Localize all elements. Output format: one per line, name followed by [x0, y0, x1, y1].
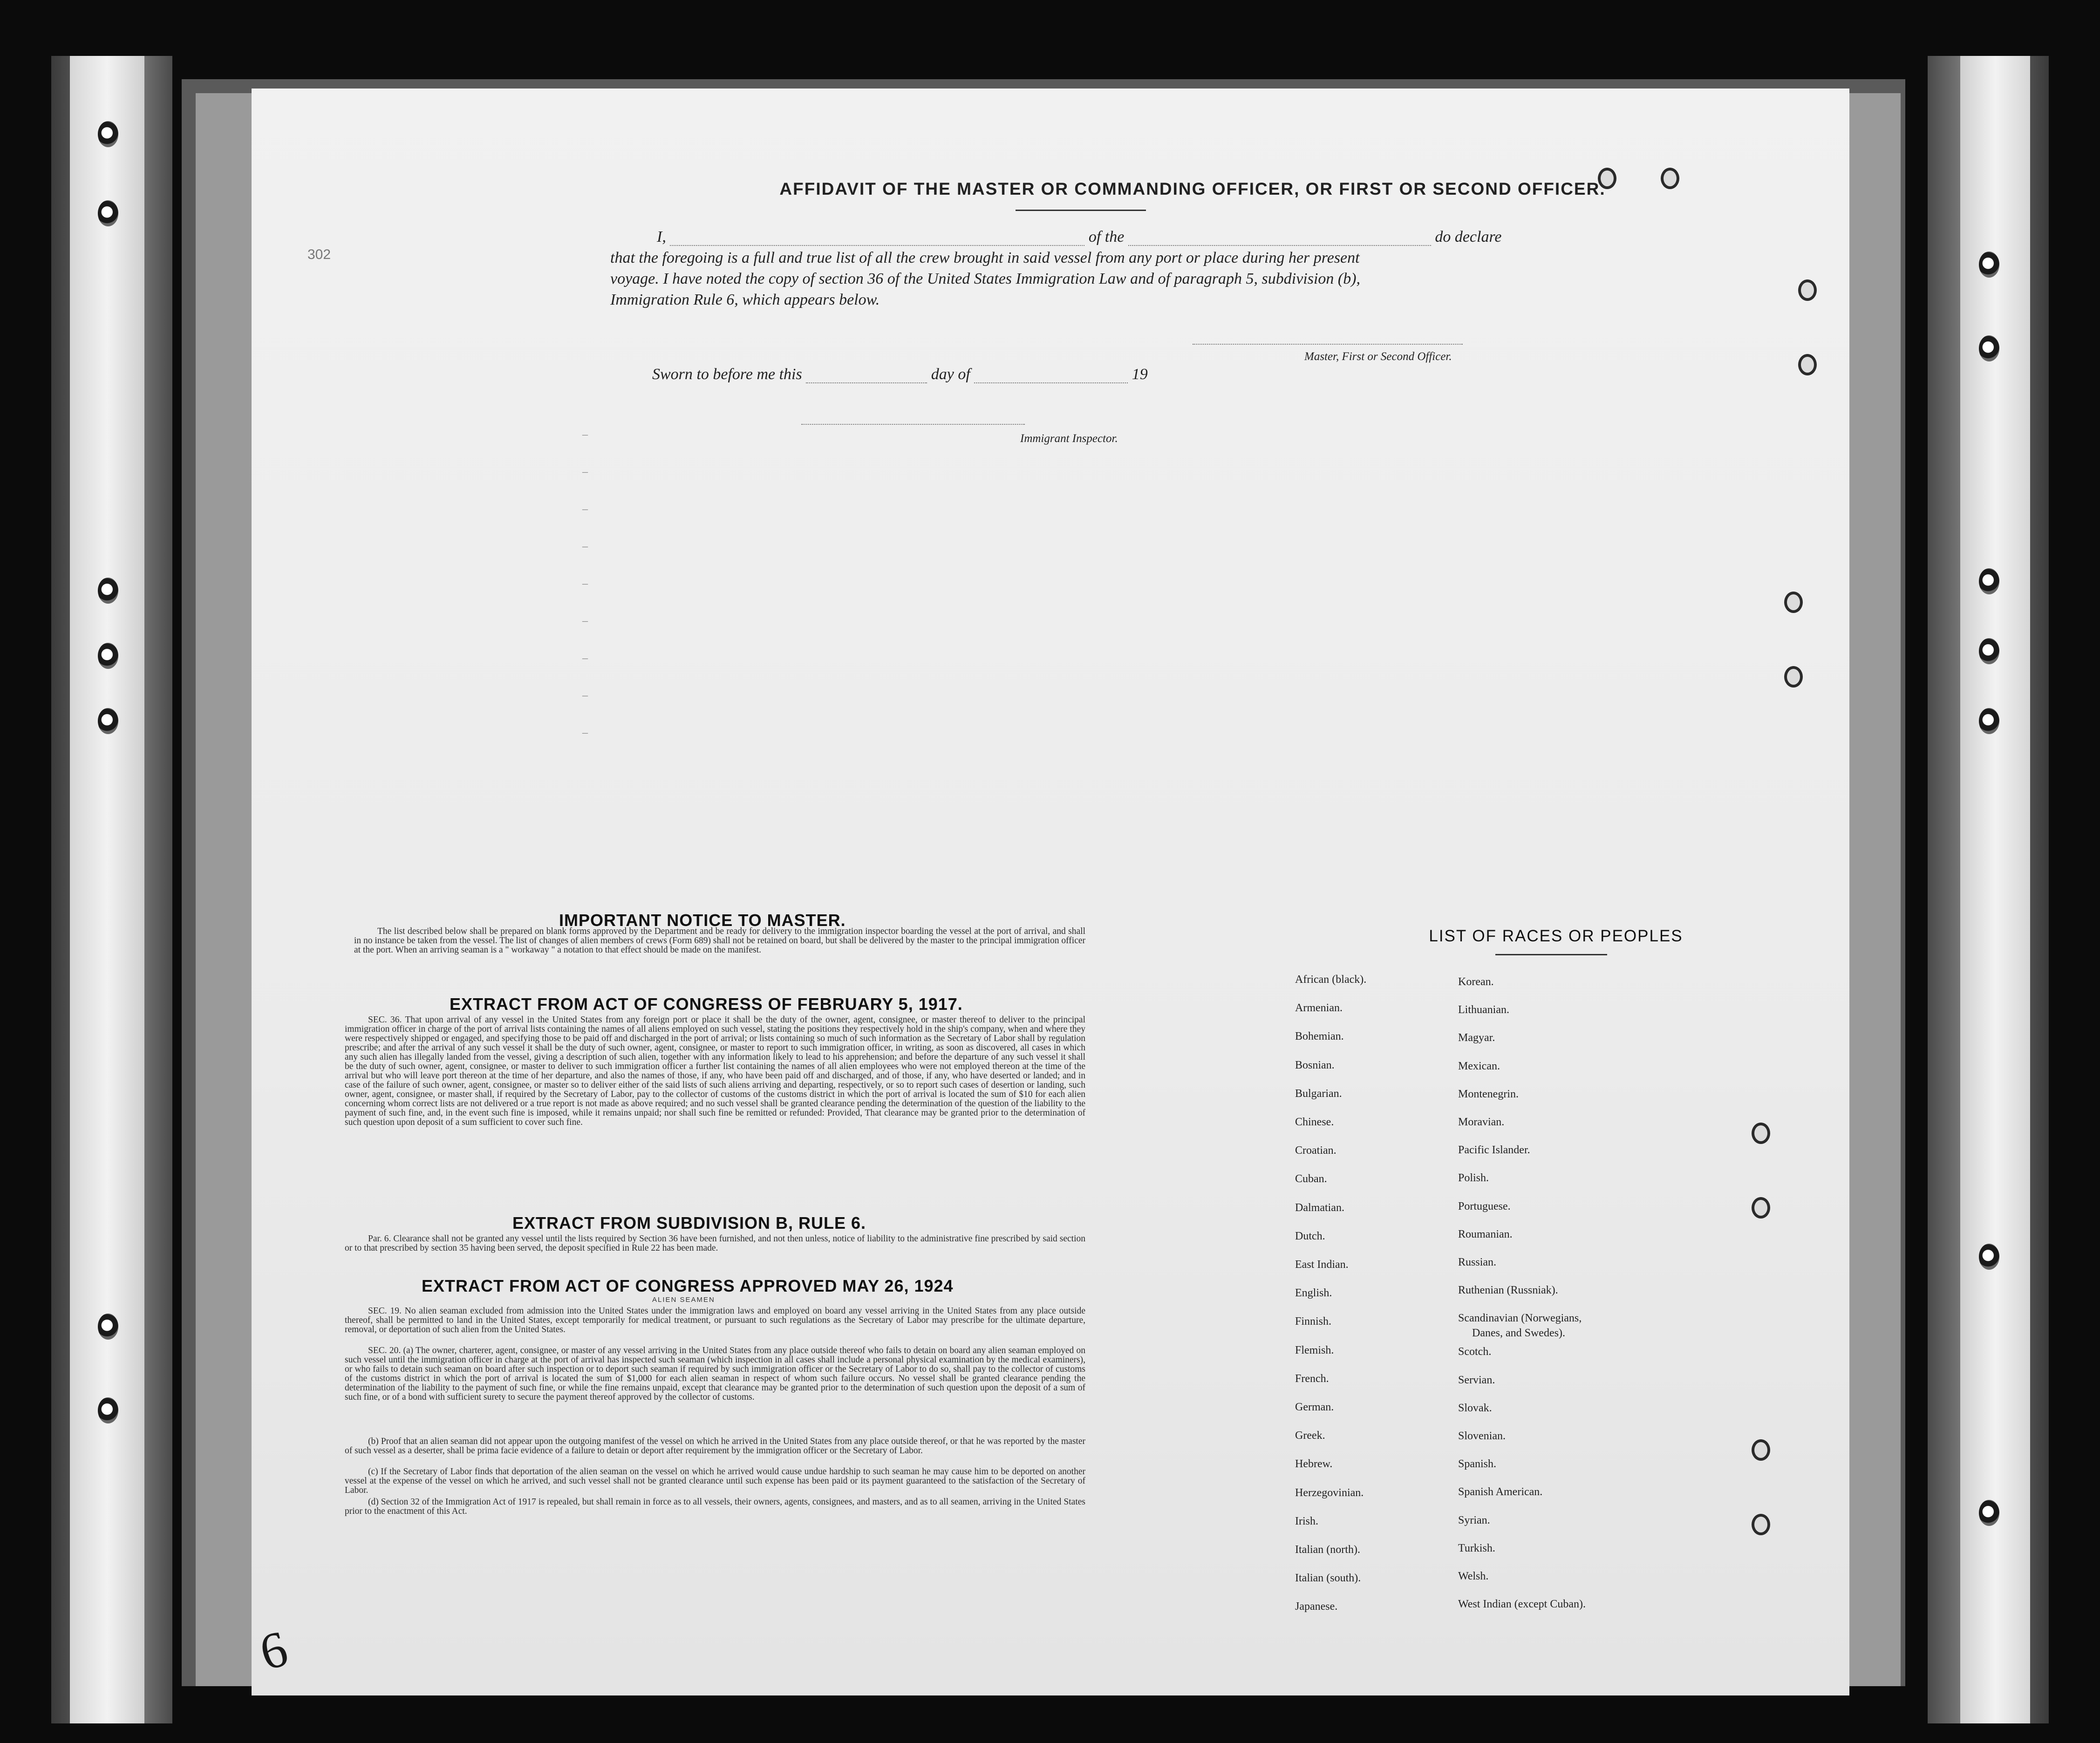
race-item: Polish. [1458, 1172, 1489, 1185]
race-item: Italian (south). [1295, 1572, 1361, 1585]
race-item: Dalmatian. [1295, 1201, 1344, 1214]
affidavit-line-1 [657, 228, 1502, 246]
notice-body: The list described below shall be prepared on blank forms approved by the Department and be ready for delivery to the immigration inspector boarding the vessel at the port of arrival, and shall in no instance be taken from the vessel. The list of changes of alien members of crews (Form 689) shall not be retained on board, but shall be delivered by the master to the principal immigration officer at the port. When an arriving seaman is a " workaway " a notation to that effect should be made on the manifest. [354, 926, 1085, 955]
document-page [252, 89, 1849, 1695]
sworn-date-blank[interactable] [806, 382, 927, 383]
race-item: Herzegovinian. [1295, 1486, 1364, 1499]
race-item: Bosnian. [1295, 1059, 1335, 1071]
bleed-mark: – [582, 615, 588, 627]
bleed-mark: – [582, 578, 588, 590]
race-item: French. [1295, 1372, 1329, 1385]
race-item: Spanish American. [1458, 1486, 1543, 1498]
race-item: Welsh. [1458, 1570, 1489, 1582]
extract-rule6-heading: EXTRACT FROM SUBDIVISION B, RULE 6. [512, 1213, 866, 1232]
binder-left-edge [51, 56, 172, 1723]
bleed-mark: – [582, 689, 588, 701]
master-signature-line[interactable] [1193, 344, 1463, 345]
affidavit-i: I, [657, 228, 666, 245]
bleed-mark: – [582, 503, 588, 515]
sworn-line [652, 366, 1148, 383]
race-item: Roumanian. [1458, 1228, 1513, 1240]
extract-1924-sec20d: (d) Section 32 of the Immigration Act of 1917 is repealed, but shall remain in force as to all vessels, their owners, agents, consignees, and masters, and as to all seamen, arriving in the United States prior to the enactment of this Act. [345, 1497, 1085, 1516]
extract-rule6-body: Par. 6. Clearance shall not be granted any vessel until the lists required by Section 36 have been furnished, and not then unless, notice of liability to the administrative fine prescribed by said section or to that prescribed by section 35 having been served, the deposit specified in Rule 22 has been made. [345, 1234, 1085, 1253]
race-item: Portuguese. [1458, 1200, 1511, 1212]
punch-hole [1784, 666, 1803, 688]
affidavit-declare: do declare [1435, 228, 1502, 245]
race-item: Turkish. [1458, 1542, 1495, 1554]
inspector-signature-line[interactable] [801, 424, 1025, 425]
race-item: Mexican. [1458, 1060, 1500, 1072]
extract-1924-sec19: SEC. 19. No alien seaman excluded from admission into the United States under the immigration laws and employed on board any vessel arriving in the United States from any place outside thereof, shall be permitted to land in the United States, except temporarily for medical treatment, or pursuant to such regulations as the Secretary of Labor may prescribe for the ultimate departure, removal, or deportation of such alien from the United States. [345, 1306, 1085, 1334]
race-item: Cuban. [1295, 1173, 1327, 1185]
bleed-mark: – [582, 727, 588, 739]
bleed-mark: – [582, 652, 588, 664]
race-item: Spanish. [1458, 1458, 1497, 1471]
race-item: Dutch. [1295, 1230, 1325, 1242]
extract-1924-heading: EXTRACT FROM ACT OF CONGRESS APPROVED MAY 26, 1924 [422, 1276, 954, 1295]
race-item: Scotch. [1458, 1346, 1492, 1358]
affidavit-of-the: of the [1088, 228, 1125, 245]
master-signature-caption: Master, First or Second Officer. [1304, 350, 1452, 363]
extract-1924-subheading: ALIEN SEAMEN [652, 1296, 715, 1304]
sworn-prefix: Sworn to before me this [652, 366, 802, 383]
race-item: Russian. [1458, 1256, 1497, 1268]
vessel-blank[interactable] [1128, 245, 1431, 246]
sworn-day-of: day of [931, 366, 970, 383]
race-item: Irish. [1295, 1515, 1318, 1527]
race-item: East Indian. [1295, 1259, 1349, 1271]
race-item: Servian. [1458, 1374, 1495, 1386]
punch-hole [1752, 1197, 1770, 1219]
binder-right-edge [1928, 56, 2049, 1723]
race-item: Pacific Islander. [1458, 1144, 1530, 1157]
race-item: Hebrew. [1295, 1458, 1333, 1471]
extract-1924-sec20a: SEC. 20. (a) The owner, charterer, agent, consignee, or master of any vessel arriving in the United States from any place outside thereof who fails to detain on board any alien seaman employed on such vessel until the immigration officer in charge at the port of arrival has inspected such seaman (which inspection in all cases shall include a personal physical examination by the medical examiners), or who fails to detain such seaman on board after such inspection or to deport such seaman if required by such immigration officer or the Secretary of Labor to do so, shall pay to the collector of customs of the customs district in which the port of arrival is located the sum of $1,000 for each alien seaman in respect of whom such failure occurs. No vessel shall be granted clearance pending the determination of the liability to the payment of such fine, or while the fine remains unpaid, except that clearance may be granted prior to the determination of such question upon the deposit of a sum of such fine, or of a bond with sufficient surety to secure the payment thereof approved by the collector of customs. [345, 1346, 1085, 1402]
race-item: Chinese. [1295, 1116, 1334, 1128]
punch-hole [1784, 592, 1803, 613]
race-item: Scandinavian (Norwegians, [1458, 1312, 1582, 1325]
race-item: West Indian (except Cuban). [1458, 1598, 1586, 1611]
race-item: English. [1295, 1287, 1332, 1300]
race-item: Japanese. [1295, 1600, 1338, 1613]
race-item: Armenian. [1295, 1002, 1343, 1014]
bleed-mark: – [582, 466, 588, 478]
margin-mark: 302 [307, 247, 331, 262]
affidavit-line-2: that the foregoing is a full and true list of all the crew brought in said vessel from any port or place during her present [610, 249, 1360, 266]
affidavit-title: AFFIDAVIT OF THE MASTER OR COMMANDING OFFICER, OR FIRST OR SECOND OFFICER. [779, 179, 1606, 198]
sworn-month-blank[interactable] [974, 382, 1128, 383]
punch-hole [1798, 279, 1817, 301]
races-title: LIST OF RACES OR PEOPLES [1429, 927, 1683, 945]
extract-1917-heading: EXTRACT FROM ACT OF CONGRESS OF FEBRUARY 5, 1917. [450, 994, 963, 1014]
inspector-caption: Immigrant Inspector. [1020, 432, 1118, 445]
extract-1924-sec20b: (b) Proof that an alien seaman did not appear upon the outgoing manifest of the vessel on which he arrived in the United States from any place outside thereof, or that he was reported by the master of such vessel as a deserter, shall be prima facie evidence of a failure to detain or deport after requirement by the immigration officer or the Secretary of Labor. [345, 1437, 1085, 1456]
extract-1924-sec20c: (c) If the Secretary of Labor finds that deportation of the alien seaman on the vessel on which he arrived would cause undue hardship to such seaman he may cause him to be deported on another vessel at the expense of the vessel on which he arrived, and such vessel shall not be granted clearance until such expense has been paid or its payment guaranteed to the satisfaction of the Secretary of Labor. [345, 1467, 1085, 1495]
race-item: Danes, and Swedes). [1472, 1327, 1565, 1340]
race-item: Slovenian. [1458, 1430, 1506, 1442]
race-item: German. [1295, 1401, 1334, 1413]
race-item: Greek. [1295, 1430, 1325, 1442]
race-item: Montenegrin. [1458, 1088, 1519, 1100]
race-item: Syrian. [1458, 1514, 1490, 1526]
race-item: African (black). [1295, 974, 1367, 986]
race-item: Bulgarian. [1295, 1087, 1342, 1100]
bleed-mark: – [582, 429, 588, 441]
race-item: Bohemian. [1295, 1030, 1344, 1043]
race-item: Flemish. [1295, 1344, 1334, 1356]
extract-1917-body: SEC. 36. That upon arrival of any vessel in the United States from any foreign port or place it shall be the duty of the owner, agent, consignee, or master thereof to deliver to the principal immigration officer in charge of the port of arrival lists containing the names of all aliens employed on such vessel, stating the positions they respectively hold in the ship's company, when and where they were respectively shipped or engaged, and specifying those to be paid off and discharged in the port of arrival; or lists containing so much of such information as the Secretary of Labor shall by regulation prescribe; and after the arrival of any such vessel it shall be the duty of such owner, agent, consignee, or master to report to such immigration officer, in writing, as soon as discovered, all cases in which any such alien has illegally landed from the vessel, giving a description of such alien, together with any information likely to lead to his apprehension; and before the departure of any such vessel it shall be the duty of such owner, agent, consignee, or master to deliver to such immigration officer a further list containing the names of all alien employees who were not employed thereon at the time of the arrival but who will leave port thereon at the time of her departure, and also the names of those, if any, who have been paid off and discharged, and of those, if any, who have deserted or landed; and in case of the failure of such owner, agent, consignee, or master so to deliver either of the said lists of such aliens arriving and departing, respectively, or so to report such cases of desertion or landing, such owner, agent, consignee, or master shall, if required by the Secretary of Labor, pay to the collector of customs of the customs district in which the port of arrival is located the sum of $10 for each alien concerning whom correct lists are not delivered or a true report is not made as above required; and no such vessel shall be granted clearance pending the determination of the question of the liability to the payment of such fine, and, in the event such fine is imposed, while it remains unpaid; nor shall such fine be remitted or refunded: Provided, That clearance may be granted prior to the determination of such question upon deposit of a sum sufficient to cover such fine. [345, 1015, 1085, 1127]
punch-hole [1752, 1514, 1770, 1535]
title-rule [1016, 210, 1146, 211]
punch-hole [1752, 1439, 1770, 1461]
race-item: Korean. [1458, 976, 1494, 988]
affidavit-line-3: voyage. I have noted the copy of section 36 of the United States Immigration Law and of paragraph 5, subdivision (b), [610, 270, 1361, 287]
name-blank[interactable] [670, 245, 1084, 246]
race-item: Slovak. [1458, 1402, 1492, 1414]
race-item: Finnish. [1295, 1315, 1332, 1328]
race-item: Magyar. [1458, 1032, 1495, 1044]
punch-hole [1752, 1123, 1770, 1144]
races-title-rule [1495, 954, 1607, 955]
sworn-year: 19 [1132, 366, 1148, 383]
race-item: Italian (north). [1295, 1544, 1360, 1556]
notice-heading: IMPORTANT NOTICE TO MASTER. [559, 911, 846, 930]
handwritten-mark: 6 [254, 1619, 293, 1682]
race-item: Moravian. [1458, 1116, 1505, 1128]
binder-rings-left [51, 56, 172, 1723]
race-item: Ruthenian (Russniak). [1458, 1284, 1558, 1297]
bleed-mark: – [582, 540, 588, 552]
race-item: Croatian. [1295, 1144, 1336, 1157]
race-item: Lithuanian. [1458, 1004, 1509, 1016]
binder-rings-right [1928, 56, 2049, 1723]
affidavit-line-4: Immigration Rule 6, which appears below. [610, 291, 880, 308]
punch-hole [1798, 354, 1817, 375]
